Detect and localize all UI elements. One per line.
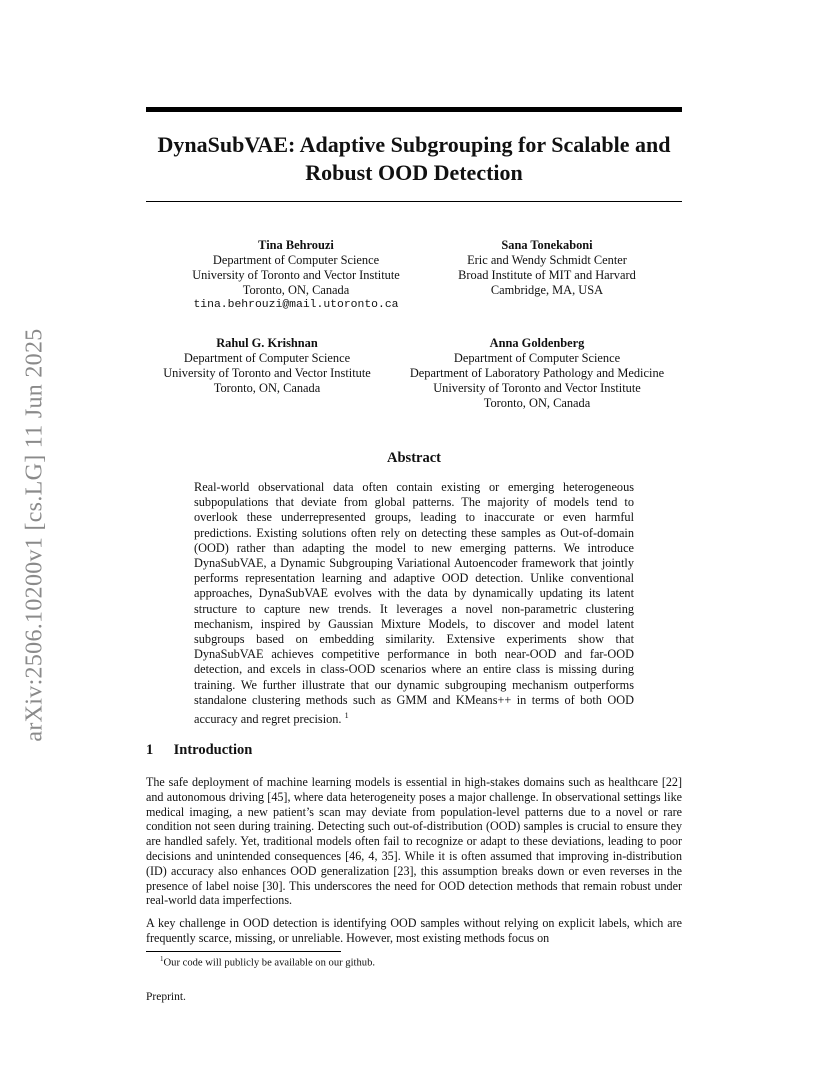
abstract-body (194, 480, 634, 727)
author-name: Sana Tonekaboni (501, 238, 593, 252)
author-email[interactable]: tina.behrouzi@mail.utoronto.ca (193, 299, 399, 311)
author-affiliation: Toronto, ON, Canada (213, 381, 321, 395)
author-block-3 (146, 336, 388, 396)
author-block-2 (432, 238, 662, 298)
author-affiliation: Department of Computer Science (183, 351, 351, 365)
title-top-rule (146, 107, 682, 112)
abstract-footnote-mark[interactable]: 1 (344, 711, 349, 721)
author-affiliation: Eric and Wendy Schmidt Center (467, 253, 627, 267)
author-affiliation: Department of Computer Science (212, 253, 380, 267)
author-affiliation: Department of Laboratory Pathology and Medicine (409, 366, 665, 380)
section-heading-introduction (146, 742, 252, 759)
author-affiliation: University of Toronto and Vector Institute (163, 366, 371, 380)
title-line-2: Robust OOD Detection (305, 160, 523, 185)
author-affiliation: Toronto, ON, Canada (483, 396, 591, 410)
section-title: Introduction (173, 742, 253, 758)
author-block-4 (392, 336, 682, 411)
abstract-text: Real-world observational data often contain existing or emerging heterogeneous subpopulations that deviate from global patterns. The majority of models tend to overlook these underrepresented groups, leading to inaccurate or even harmful predictions. Existing solutions often rely on detecting these samples as Out-of-domain (OOD) rather than adapting the model to new emerging patterns. We introduce DynaSubVAE, a Dynamic Subgrouping Variational Autoencoder framework that jointly performs representation learning and adaptive OOD detection. Unlike conventional approaches, DynaSubVAE evolves with the data by dynamically updating its latent structure to capture new trends. It leverages a novel non-parametric clustering mechanism, inspired by Gaussian Mixture Models, to discover and model latent subgroups based on embedding similarity. Extensive experiments show that DynaSubVAE achieves competitive performance in both near-OOD and far-OOD detection, and excels in class-OOD scenarios where an entire class is missing during training. We further illustrate that our dynamic subgrouping mechanism outperforms standalone clustering methods such as GMM and KMeans++ in terms of both OOD accuracy and regret precision. (194, 480, 634, 727)
author-name: Rahul G. Krishnan (216, 336, 318, 350)
author-affiliation: University of Toronto and Vector Institute (433, 381, 641, 395)
author-affiliation: Broad Institute of MIT and Harvard (458, 268, 636, 282)
preprint-label: Preprint. (146, 991, 186, 1003)
footnote (160, 955, 375, 969)
author-affiliation: Toronto, ON, Canada (242, 283, 350, 297)
footnote-text: Our code will publicly be available on our github. (163, 957, 376, 969)
intro-paragraph-2: A key challenge in OOD detection is identifying OOD samples without relying on explicit labels, which are frequently scarce, missing, or unreliable. However, most existing methods focus on (146, 916, 682, 945)
footnote-rule (146, 951, 341, 952)
author-name: Anna Goldenberg (489, 336, 585, 350)
author-affiliation: Department of Computer Science (453, 351, 621, 365)
author-name: Tina Behrouzi (258, 238, 334, 252)
abstract-heading: Abstract (387, 450, 441, 466)
title-line-1: DynaSubVAE: Adaptive Subgrouping for Scalable and (157, 132, 671, 157)
author-affiliation: University of Toronto and Vector Institute (192, 268, 400, 282)
footnote-mark: 1 (160, 955, 164, 963)
arxiv-identifier: arXiv:2506.10200v1 [cs.LG] 11 Jun 2025 (21, 328, 48, 742)
section-number: 1 (146, 742, 154, 758)
arxiv-side-label (20, 300, 50, 770)
paper-title (146, 131, 682, 187)
title-bottom-rule (146, 201, 682, 202)
author-affiliation: Cambridge, MA, USA (490, 283, 604, 297)
author-block-1 (176, 238, 416, 313)
intro-paragraph-1: The safe deployment of machine learning models is essential in high-stakes domains such as healthcare [22] and autonomous driving [45], where data heterogeneity poses a major challenge. In observational settings like medical imaging, a new patient’s scan may deviate from population-level patterns due to a novel or rare condition not seen during training. Detecting such out-of-distribution (OOD) samples is crucial to ensure they are handled safely. Yet, traditional models often fail to recognize or adapt to these deviations, leading to poor decisions and unintended consequences [46, 4, 35]. While it is often assumed that improving in-distribution (ID) accuracy also enhances OOD generalization [23], this assumption breaks down or even reverses in the presence of label noise [30]. This underscores the need for OOD detection methods that remain robust under real-world data imperfections. (146, 775, 682, 908)
